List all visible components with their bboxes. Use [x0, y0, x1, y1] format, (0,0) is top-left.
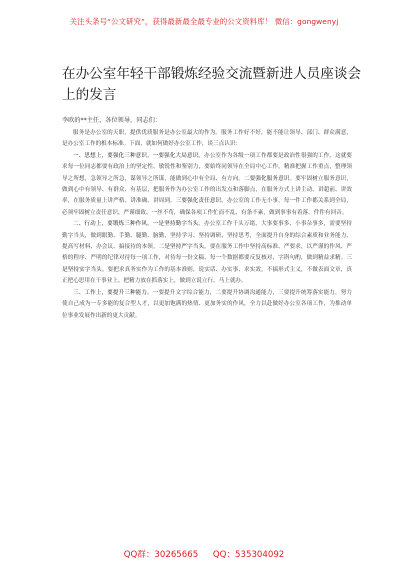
section-1a-heading: 一要强化大局意识。: [152, 152, 204, 159]
document-body: [62, 128, 352, 322]
section-1b-heading: 二要强化服务意识。: [244, 175, 296, 182]
section-1c-text: 办公室的工作无小事，每一件工作都关系到全局，必须牢固树立责任意识，严谨细致、一丝不苟，确保各项工作忙而不乱、有条不紊，做到事事有着落、件件有回音。: [62, 198, 352, 216]
banner-weixin: 微信：gongwenyj: [274, 17, 339, 26]
section-2-heading: 二、行动上，要锻炼三种作风。: [73, 221, 153, 228]
intro-paragraph: 服务是办公室的天职，提供优质服务是办公室最大的作为。服务工作好不好，能不能让领导、部门、群众满意，是办公室工作的根本标准。下面，就如何做好办公室工作，谈三点认识：: [62, 130, 352, 148]
section-2-paragraph: [62, 219, 352, 287]
section-3-text: 一要提升文字综合能力，二要提升协调沟通能力，三要提升统筹落实能力，努力使自己成为一专多能的复合型人才，以更加饱满的热情、更加务实的作风，全力以赴做好办公室各项工作，为推动单位事业发展作出新的更大贡献。: [62, 289, 352, 319]
section-1-paragraph: [62, 151, 352, 219]
section-2c-heading: 三是坚持实字当头。: [62, 255, 352, 273]
section-1a-text: 办公室作为各级一项工作都要是政治性很强的工作，这就要求每一位同志都要有政治上的坚定性、敏锐性和鉴别力，要始终同领导在全局中心工作，精准把握工作重点，整理领导之所想，急领导之所急，谋领导之所谋，能做到心中有全局、有方向。: [62, 152, 352, 182]
footer-qq-group: QQ群：30265665: [123, 550, 199, 560]
section-1-heading: 一、思想上，要强化三种意识。: [73, 152, 153, 159]
salutation: 李欧的**主任，各位领导，同志们：: [62, 117, 161, 124]
footer-qq: QQ：535304092: [212, 550, 285, 560]
section-3-heading: 三、工作上，要提升三种能力。: [73, 289, 153, 296]
section-1c-heading: 三要强化责任意识。: [175, 198, 227, 205]
promo-banner: [0, 16, 408, 27]
banner-text: 关注头条号“公文研究”，获得最新最全最专业的公文资料库！: [69, 17, 273, 26]
section-2b-text: 要在服务工作中坚持高标准、严要求，以严谨的作风、严格的程序、严明的纪律对待每一项工作，对待每一份文稿、每一个数据都要反复核对、字斟句酌，做到精益求精。: [62, 244, 352, 262]
section-2c-text: 要把求真务实作为工作的基本准则，说实话、办实事、求实效，不搞形式主义，不做表面文章，真正把心思用在干事业上，把精力放在抓落实上，做到立说立行、马上就办。: [62, 266, 352, 285]
document-title: 在办公室年轻干部锻炼经验交流暨新进人员座谈会上的发言: [62, 66, 362, 103]
section-3-paragraph: [62, 288, 352, 322]
section-2a-heading: 一是坚持勤字当头。: [152, 221, 204, 228]
section-1b-text: 要牢固树立服务意识，做到心中有领导、有群众、有基层，把服务作为办公室工作的出发点和落脚点，在服务方式上讲主动、讲超前、讲效率，在服务质量上讲严格、讲准确、讲周到。: [62, 175, 352, 205]
section-2b-heading: 二是坚持严字当头。: [158, 244, 210, 251]
section-2a-text: 办公室工作千头万绪，大事要事多、小事杂事多，需要坚持勤字当头，做到眼勤、手勤、腿勤、脑勤，坚持学习、坚持调研、坚持思考，全面提升自身的综合素质和业务能力，提高写材料、办会议、搞接待的本领。: [62, 221, 352, 251]
contact-footer: [0, 548, 408, 560]
